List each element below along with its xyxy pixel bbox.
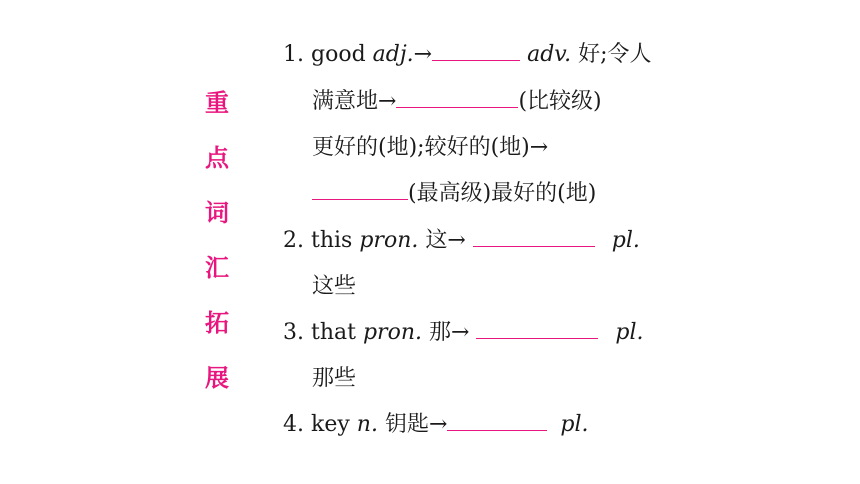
degree-label: (比较级) bbox=[518, 89, 602, 114]
item-2-line-2 bbox=[312, 272, 356, 302]
meaning: 那些 bbox=[312, 366, 357, 391]
section-title-char: 点 bbox=[205, 144, 229, 172]
part-of-speech: pron. bbox=[362, 320, 422, 345]
item-number: 1. bbox=[283, 42, 304, 67]
item-4-line-1 bbox=[283, 410, 589, 440]
meaning: 那→ bbox=[428, 320, 470, 345]
arrow: → bbox=[413, 42, 433, 67]
headword: that bbox=[311, 320, 356, 345]
item-1-line-3 bbox=[312, 133, 548, 163]
degree-label: (最高级)最好的(地) bbox=[408, 181, 597, 206]
plural-label: pl. bbox=[615, 320, 644, 345]
section-title-char: 拓 bbox=[205, 309, 229, 337]
part-of-speech: adv. bbox=[527, 42, 572, 67]
item-1-line-2 bbox=[312, 87, 602, 117]
part-of-speech: pron. bbox=[359, 228, 419, 253]
part-of-speech: n. bbox=[356, 412, 378, 437]
item-number: 2. bbox=[283, 228, 304, 253]
headword: good bbox=[311, 42, 366, 67]
part-of-speech: adj. bbox=[372, 42, 414, 67]
meaning: 好;令人 bbox=[578, 42, 652, 67]
section-title-char: 展 bbox=[205, 364, 229, 392]
item-number: 3. bbox=[283, 320, 304, 345]
item-3-line-1 bbox=[283, 318, 644, 348]
meaning: 更好的(地);较好的(地)→ bbox=[312, 135, 549, 160]
answer-blank[interactable] bbox=[447, 410, 547, 431]
item-1-line-1 bbox=[283, 40, 652, 70]
plural-label: pl. bbox=[611, 228, 640, 253]
answer-blank[interactable] bbox=[432, 40, 520, 61]
item-1-line-4 bbox=[312, 179, 596, 209]
section-title-char: 汇 bbox=[205, 254, 229, 282]
meaning: 这→ bbox=[425, 228, 466, 253]
answer-blank[interactable] bbox=[312, 179, 408, 200]
headword: this bbox=[311, 228, 353, 253]
section-title-char: 词 bbox=[205, 199, 229, 227]
plural-label: pl. bbox=[560, 412, 589, 437]
item-number: 4. bbox=[283, 412, 304, 437]
section-title-char: 重 bbox=[205, 89, 229, 117]
meaning: 这些 bbox=[312, 274, 357, 299]
item-2-line-1 bbox=[283, 226, 640, 256]
answer-blank[interactable] bbox=[473, 226, 595, 247]
item-3-line-2 bbox=[312, 364, 356, 394]
meaning: 钥匙→ bbox=[384, 412, 448, 437]
answer-blank[interactable] bbox=[396, 87, 518, 108]
headword: key bbox=[311, 412, 350, 437]
answer-blank[interactable] bbox=[476, 318, 598, 339]
meaning: 满意地→ bbox=[312, 89, 397, 114]
